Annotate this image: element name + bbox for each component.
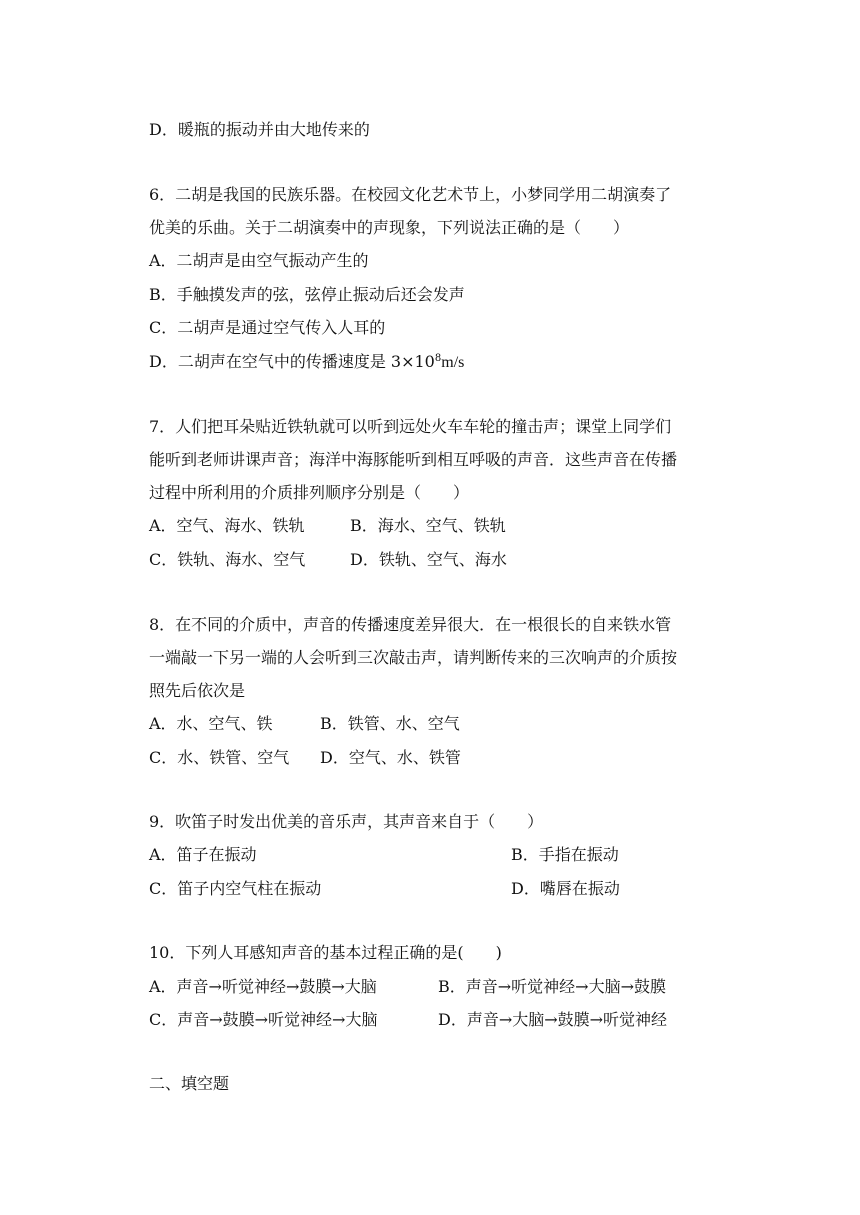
q6-option-d-exponent: 8 [434,353,442,364]
q9-option-b: B．手指在振动 [511,845,619,864]
q5-option-d: D．暖瓶的振动并由大地传来的 [149,120,370,139]
q6-option-b: B．手触摸发声的弦，弦停止振动后还会发声 [149,285,465,304]
q10-option-a: A．声音→听觉神经→鼓膜→大脑 [149,977,377,996]
q9-stem: 9．吹笛子时发出优美的音乐声，其声音来自于（ ） [149,812,544,831]
q8-stem-line1: 8．在不同的介质中，声音的传播速度差异很大．在一根很长的自来铁水管 [149,615,672,634]
q8-option-a: A．水、空气、铁 [149,714,273,733]
q7-option-a: A．空气、海水、铁轨 [149,516,305,535]
q9-option-d: D．嘴唇在振动 [511,879,620,898]
q7-option-b: B．海水、空气、铁轨 [350,516,506,535]
q8-stem-line2: 一端敲一下另一端的人会听到三次敲击声，请判断传来的三次响声的介质按 [149,648,678,667]
q10-stem: 10．下列人耳感知声音的基本过程正确的是( ) [149,943,502,962]
q6-stem-line1: 6．二胡是我国的民族乐器。在校园文化艺术节上，小梦同学用二胡演奏了 [149,185,672,204]
q9-option-c: C．笛子内空气柱在振动 [149,879,322,898]
q7-stem-line1: 7．人们把耳朵贴近铁轨就可以听到远处火车车轮的撞击声；课堂上同学们 [149,417,672,436]
q7-option-c: C．铁轨、海水、空气 [149,550,306,569]
q8-option-b: B．铁管、水、空气 [320,714,460,733]
q6-option-d [149,352,464,373]
q7-option-d: D．铁轨、空气、海水 [350,550,507,569]
q10-option-c: C．声音→鼓膜→听觉神经→大脑 [149,1010,378,1029]
q7-stem-line2: 能听到老师讲课声音；海洋中海豚能听到相互呼吸的声音．这些声音在传播 [149,450,678,469]
q10-option-d: D．声音→大脑→鼓膜→听觉神经 [438,1010,668,1029]
section-heading: 二、填空题 [149,1074,230,1093]
q6-stem-line2: 优美的乐曲。关于二胡演奏中的声现象，下列说法正确的是（ ） [149,218,630,237]
q6-option-d-unit: m/s [441,354,465,371]
q9-option-a: A．笛子在振动 [149,845,257,864]
q6-option-a: A．二胡声是由空气振动产生的 [149,251,369,270]
q10-option-b: B．声音→听觉神经→大脑→鼓膜 [438,977,666,996]
q8-option-d: D．空气、水、铁管 [320,748,461,767]
q8-stem-line3: 照先后依次是 [149,681,246,700]
q6-option-d-prefix: D．二胡声在空气中的传播速度是 3×10 [149,352,435,371]
q7-stem-line3: 过程中所利用的介质排列顺序分别是（ ） [149,483,470,502]
q6-option-c: C．二胡声是通过空气传入人耳的 [149,318,386,337]
q8-option-c: C．水、铁管、空气 [149,748,290,767]
